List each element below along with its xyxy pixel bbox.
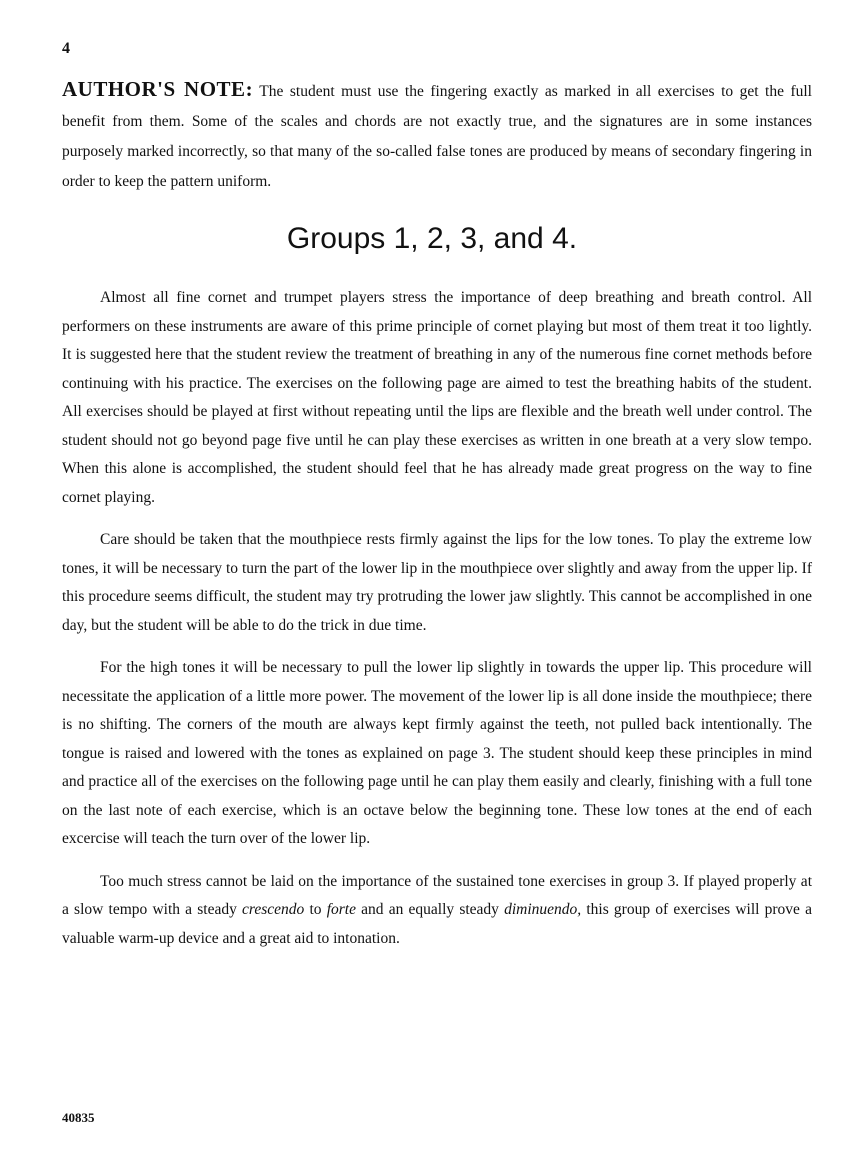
footer-catalog-code: 40835 — [62, 1110, 95, 1125]
crescendo-term: crescendo — [242, 901, 305, 918]
p4-part3: and an equally steady — [355, 901, 505, 918]
p4-part2: to — [304, 901, 327, 918]
page-number: 4 — [62, 40, 70, 57]
body-text — [62, 284, 812, 967]
p4-part4: this group of exercises will prove a valuable warm-up device and a great aid to intonation. — [62, 901, 812, 947]
paragraph-high-tones: For the high tones it will be necessary to pull the lower lip slightly in towards the upper lip. This procedure will necessitate the application of a little more power. The movement of the lower lip is all done inside the mouthpiece; there is no shifting. The corners of the mouth are always kept firmly against the teeth, not pulled back intentionally. The tongue is raised and lowered with the tones as explained on page 3. The student should keep these principles in mind and practice all of the exercises on the following page until he can play them easily and clearly, finishing with a full tone on the last note of each exercise, which is an octave below the beginning tone. These low tones at the end of each excercise will teach the turn over of the lower lip. — [62, 659, 812, 847]
section-heading: Groups 1, 2, 3, and 4. — [286, 222, 578, 255]
paragraph-low-tones: Care should be taken that the mouthpiece rests firmly against the lips for the low tones. To play the extreme low tones, it will be necessary to turn the part of the lower lip in the mouthpiece over slightly and away from the upper lip. If this procedure seems difficult, the student may try protruding the lower jaw slightly. This cannot be accomplished in one day, but the student will be able to do the trick in due time. — [62, 531, 812, 634]
forte-term: forte — [326, 901, 356, 918]
paragraph-sustained-tones — [62, 868, 812, 954]
authors-note — [62, 74, 812, 197]
authors-note-text: The student must use the fingering exactly as marked in all exercises to get the full benefit from them. Some of the scales and chords are not exactly true, and the signatures are in some instances purposely marked incorrectly, so that many of the so-called false tones are produced by means of secondary fingering in order to keep the pattern uniform. — [62, 83, 812, 190]
authors-note-label: AUTHOR'S NOTE: — [62, 77, 254, 101]
p4-part1: Too much stress cannot be laid on the importance of the sustained tone exercises in group 3. If played properly at a slow tempo with a steady — [62, 872, 812, 918]
paragraph-breathing: Almost all fine cornet and trumpet players stress the importance of deep breathing and breath control. All performers on these instruments are aware of this prime principle of cornet playing but most of them treat it too lightly. It is suggested here that the student review the treatment of breathing in any of the numerous fine cornet methods before continuing with his practice. The exercises on the following page are aimed to test the breathing habits of the student. All exercises should be played at first without repeating until the lips are flexible and the breath well under control. The student should not go beyond page five until he can play these exercises as written in one breath at a very slow tempo. When this alone is accomplished, the student should feel that he has already made great progress on the way to fine cornet playing. — [62, 289, 812, 506]
diminuendo-term: diminuendo, — [504, 901, 582, 918]
